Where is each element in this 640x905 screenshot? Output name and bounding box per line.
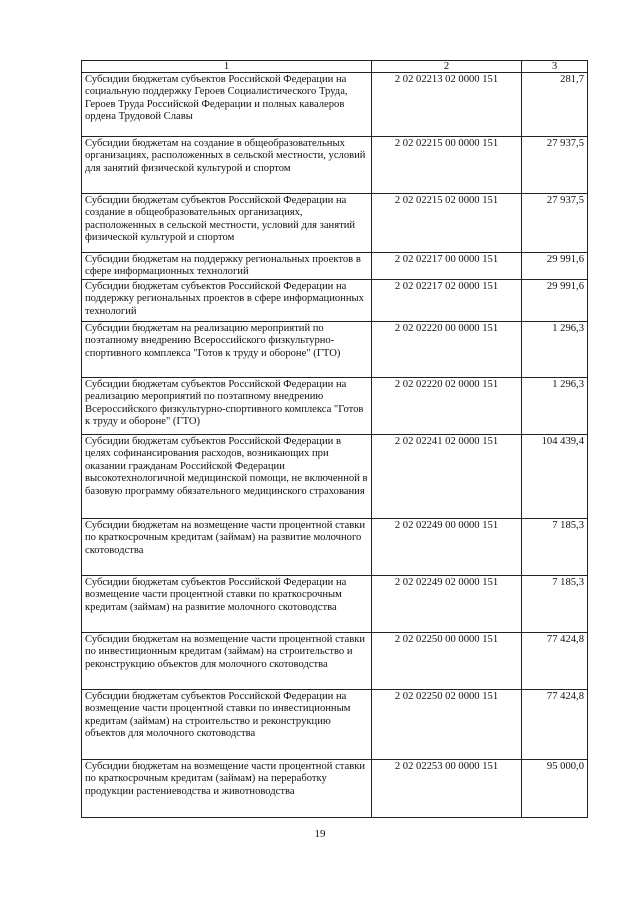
row-amount: 104 439,4	[522, 435, 588, 519]
table-row	[82, 633, 588, 690]
row-amount: 29 991,6	[522, 280, 588, 322]
column-header: 2	[372, 61, 522, 73]
row-amount: 77 424,8	[522, 690, 588, 760]
row-code: 2 02 02250 00 0000 151	[372, 633, 522, 690]
row-amount: 27 937,5	[522, 194, 588, 253]
row-code: 2 02 02249 02 0000 151	[372, 576, 522, 633]
table-row	[82, 322, 588, 378]
row-code: 2 02 02253 00 0000 151	[372, 760, 522, 818]
table-row	[82, 280, 588, 322]
table-header-row	[82, 61, 588, 73]
row-amount: 27 937,5	[522, 137, 588, 194]
row-code: 2 02 02220 02 0000 151	[372, 378, 522, 435]
row-amount: 77 424,8	[522, 633, 588, 690]
row-name: Субсидии бюджетам субъектов Российской Федерации на социальную поддержку Героев Социалистического Труда, Героев Труда Российской Федерации и полных кавалеров ордена Трудовой Славы	[82, 73, 372, 137]
table-row	[82, 519, 588, 576]
row-code: 2 02 02220 00 0000 151	[372, 322, 522, 378]
row-amount: 1 296,3	[522, 322, 588, 378]
row-amount: 7 185,3	[522, 576, 588, 633]
table-row	[82, 194, 588, 253]
row-name: Субсидии бюджетам субъектов Российской Федерации в целях софинансирования расходов, возникающих при оказании гражданам Российской Федерации высокотехнологичной медицинской помощи, не включенной в базовую программу обязательного медицинского страхования	[82, 435, 372, 519]
row-name: Субсидии бюджетам на возмещение части процентной ставки по инвестиционным кредитам (займам) на строительство и реконструкцию объектов для молочного скотоводства	[82, 633, 372, 690]
table-row	[82, 73, 588, 137]
row-amount: 29 991,6	[522, 253, 588, 280]
row-amount: 1 296,3	[522, 378, 588, 435]
table-row	[82, 690, 588, 760]
row-amount: 281,7	[522, 73, 588, 137]
row-name: Субсидии бюджетам субъектов Российской Федерации на возмещение части процентной ставки по инвестиционным кредитам (займам) на строительство и реконструкцию объектов для молочного скотоводства	[82, 690, 372, 760]
table-row	[82, 576, 588, 633]
budget-table	[81, 60, 588, 818]
row-code: 2 02 02249 00 0000 151	[372, 519, 522, 576]
row-code: 2 02 02213 02 0000 151	[372, 73, 522, 137]
row-name: Субсидии бюджетам субъектов Российской Федерации на поддержку региональных проектов в сфере информационных технологий	[82, 280, 372, 322]
row-code: 2 02 02241 02 0000 151	[372, 435, 522, 519]
row-name: Субсидии бюджетам на поддержку региональных проектов в сфере информационных технологий	[82, 253, 372, 280]
row-name: Субсидии бюджетам на возмещение части процентной ставки по краткосрочным кредитам (займам) на переработку продукции растениеводства и животноводства	[82, 760, 372, 818]
row-name: Субсидии бюджетам субъектов Российской Федерации на возмещение части процентной ставки по краткосрочным кредитам (займам) на развитие молочного скотоводства	[82, 576, 372, 633]
table-row	[82, 137, 588, 194]
row-name: Субсидии бюджетам субъектов Российской Федерации на реализацию мероприятий по поэтапному внедрению Всероссийского физкультурно-спортивного комплекса "Готов к труду и обороне" (ГТО)	[82, 378, 372, 435]
row-amount: 95 000,0	[522, 760, 588, 818]
table-row	[82, 760, 588, 818]
row-code: 2 02 02250 02 0000 151	[372, 690, 522, 760]
row-name: Субсидии бюджетам субъектов Российской Федерации на создание в общеобразовательных организациях, расположенных в сельской местности, условий для занятий физической культурой и спортом	[82, 194, 372, 253]
row-code: 2 02 02217 02 0000 151	[372, 280, 522, 322]
row-code: 2 02 02217 00 0000 151	[372, 253, 522, 280]
row-code: 2 02 02215 02 0000 151	[372, 194, 522, 253]
column-header: 3	[522, 61, 588, 73]
table-row	[82, 253, 588, 280]
row-name: Субсидии бюджетам на реализацию мероприятий по поэтапному внедрению Всероссийского физкультурно-спортивного комплекса "Готов к труду и обороне" (ГТО)	[82, 322, 372, 378]
row-name: Субсидии бюджетам на возмещение части процентной ставки по краткосрочным кредитам (займам) на развитие молочного скотоводства	[82, 519, 372, 576]
page-number: 19	[314, 828, 326, 840]
row-name: Субсидии бюджетам на создание в общеобразовательных организациях, расположенных в сельской местности, условий для занятий физической культурой и спортом	[82, 137, 372, 194]
table-row	[82, 378, 588, 435]
table-row	[82, 435, 588, 519]
row-amount: 7 185,3	[522, 519, 588, 576]
row-code: 2 02 02215 00 0000 151	[372, 137, 522, 194]
column-header: 1	[82, 61, 372, 73]
